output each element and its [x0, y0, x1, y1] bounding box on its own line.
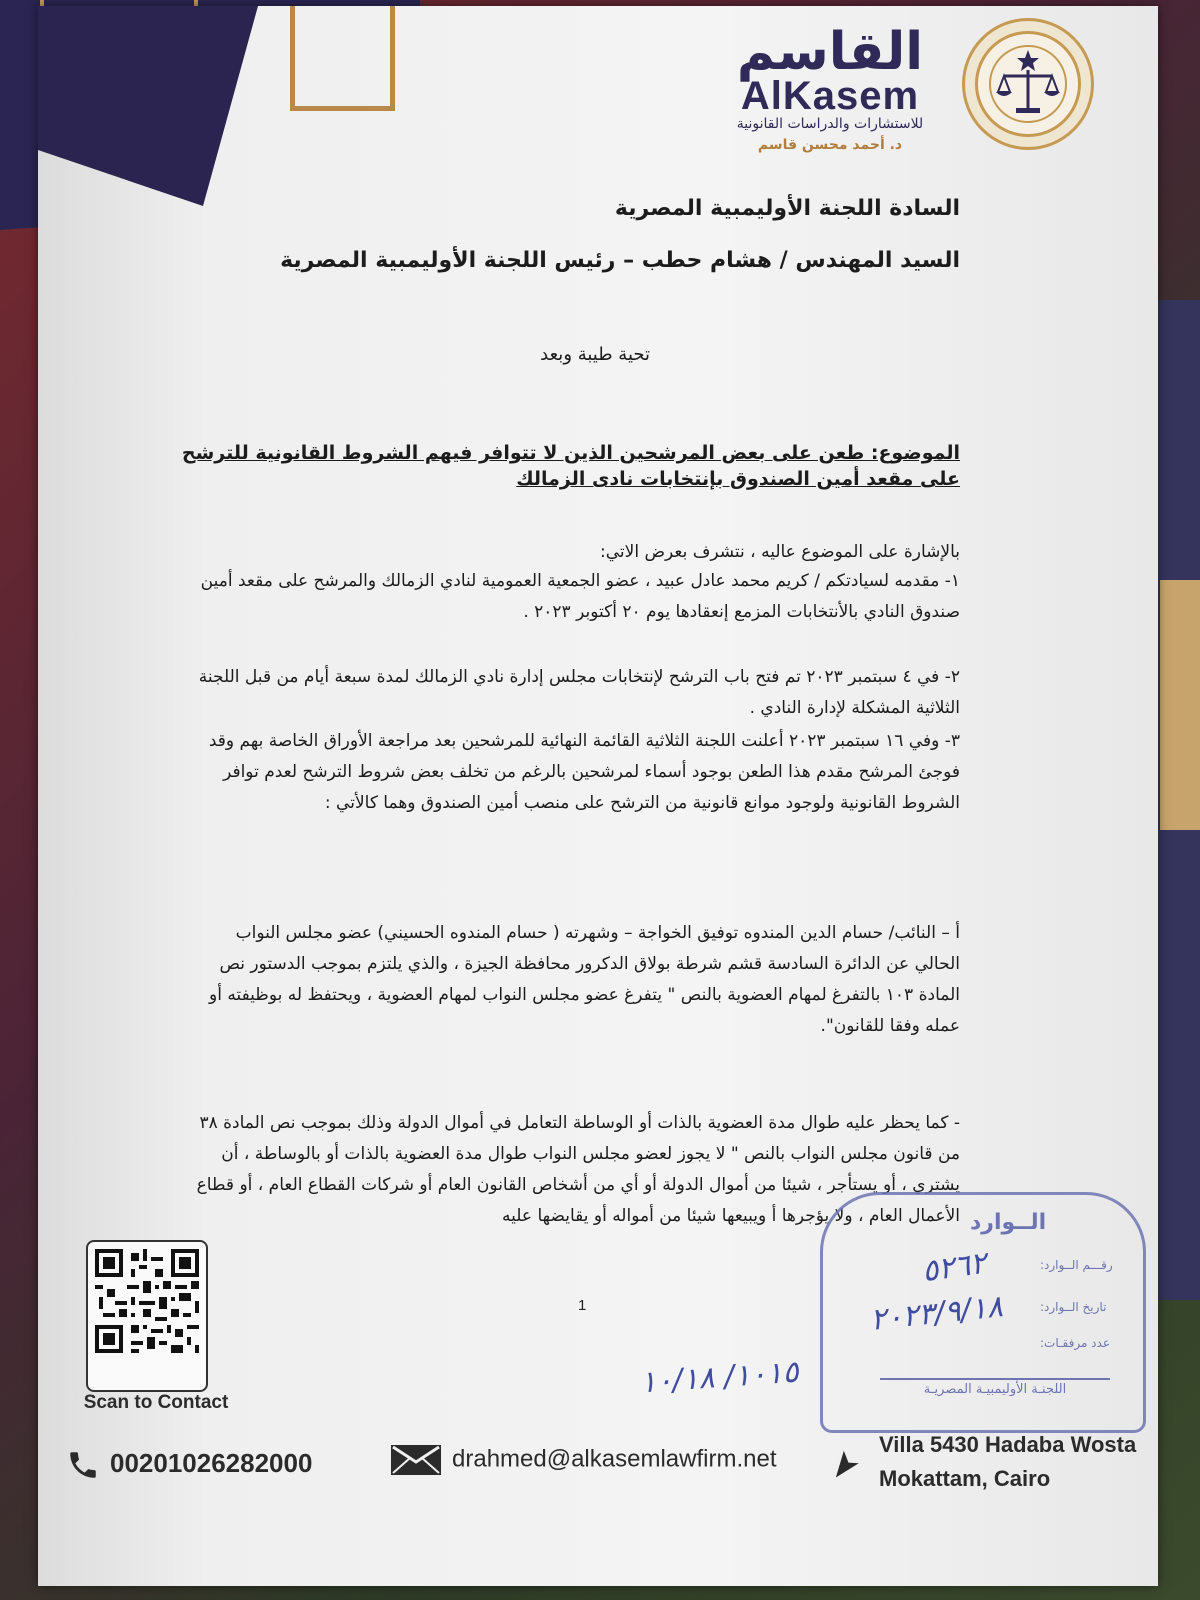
background-tan-edge [1160, 580, 1200, 830]
address-line-2: Mokattam, Cairo [879, 1466, 1051, 1491]
qr-code-icon [95, 1249, 199, 1353]
handwritten-number: ٥٢٦٢ [919, 1245, 989, 1290]
qr-code[interactable] [86, 1240, 208, 1392]
letter-subject: الموضوع: طعن على بعض المرشحين الذين لا تتوافر فيهم الشروط القانونية للترشح على مقعد أمين الصندوق بإنتخابات نادى الزمالك [181, 442, 960, 490]
paragraph-b: - كما يحظر عليه طوال مدة العضوية بالذات أو الوساطة التعامل في أموال الدولة وذلك بموجب نص المادة ٣٨ من قانون مجلس النواب بالنص " لا يجوز لعضو مجلس النواب طوال مدة العضوية بالذات أو بالوساطة ، أن يشتري ، أو يستأجر ، شيئا من أموال الدولة أو أي من أشخاص القانون العام أو شركات القطاع العام ، أو قطاع الأعمال العام ، ولا يؤجرها أ ويبيعها شيئا من أمواله أو يقايضها عليه [196, 1113, 960, 1226]
mail-icon [390, 1444, 442, 1476]
phone-number: 00201026282000 [110, 1448, 313, 1478]
greeting: تحية طيبة وبعد [540, 344, 650, 365]
page-number: 1 [578, 1297, 587, 1314]
stamp-footer: اللجنـة الأوليمبيـة المصريـة [880, 1378, 1110, 1397]
stamp-field-date: تاريخ الــوارد: [1040, 1300, 1107, 1314]
handwritten-signature: ١٠١٥/ ١٠/١٨ [638, 1354, 800, 1401]
qr-label: Scan to Contact [83, 1392, 229, 1413]
letterhead-gold-frame [290, 6, 395, 111]
brand-arabic: القاسم [736, 22, 924, 82]
footer-address [835, 1428, 1136, 1496]
paragraph-1: ١- مقدمه لسيادتكم / كريم محمد عادل عبيد ، عضو الجمعية العمومية لنادي الزمالك والمرشح على مقعد أمين صندوق النادي بالأنتخابات المزمع إنعقادها يوم ٢٠ أكتوبر ٢٠٢٣ . [200, 571, 960, 622]
handwritten-date: ٢٠٢٣/٩/١٨ [868, 1289, 1005, 1338]
brand-subtitle: للاستشارات والدراسات القانونية [736, 116, 924, 132]
paragraph-2: ٢- في ٤ سبتمبر ٢٠٢٣ تم فتح باب الترشح لإنتخابات مجلس إدارة نادي الزمالك لمدة سبعة أيام من قبل اللجنة الثلاثية المشكلة لإدارة النادي . [198, 667, 960, 718]
email-address: drahmed@alkasemlawfirm.net [452, 1445, 777, 1473]
stamp-field-attachments: عدد مرفقـات: [1040, 1336, 1110, 1350]
address-line-1: Villa 5430 Hadaba Wosta [879, 1432, 1137, 1457]
scales-of-justice-icon [988, 44, 1068, 124]
paragraph-3: ٣- وفي ١٦ سبتمبر ٢٠٢٣ أعلنت اللجنة الثلاثية القائمة النهائية للمرشحين بعد مراجعة الأوراق الخاصة بهم وقد فوجئ المرشح مقدم هذا الطعن بوجود أسماء لمرشحين بالرغم من تخلف بعض شروط الترشح لعدم توافر الشروط القانونية ولوجود موانع قانونية من الترشح على منصب أمين الصندوق وهما كالأتي : [208, 731, 960, 813]
brand-english: AlKasem [740, 74, 920, 118]
stamp-field-number: رقـــم الــوارد: [1040, 1258, 1113, 1272]
footer-email[interactable] [390, 1444, 776, 1476]
intro-paragraph: بالإشارة على الموضوع عاليه ، نتشرف بعرض الاتي: [600, 542, 960, 562]
law-firm-seal-logo [962, 18, 1094, 150]
footer-phone[interactable] [66, 1448, 312, 1482]
phone-icon [66, 1448, 100, 1482]
stamp-title: الــوارد [970, 1210, 1047, 1235]
addressee-line-2: السيد المهندس / هشام حطب – رئيس اللجنة الأوليمبية المصرية [280, 248, 960, 273]
brand-person: د. أحمد محسن قاسم [757, 137, 903, 153]
addressee-line-1: السادة اللجنة الأوليمبية المصرية [614, 196, 960, 221]
paragraph-a: أ – النائب/ حسام الدين المندوه توفيق الخواجة – وشهرته ( حسام المندوه الحسيني) عضو مجلس النواب الحالي عن الدائرة السادسة قشم شرطة بولاق الدكرور محافظة الجيزة ، والذي يلتزم بموجب الدستور نص المادة ١٠٣ بالتفرغ لمهام العضوية بالنص " يتفرغ عضو مجلس النواب لمهام العضوية ، ويحتفظ له بوظيفته أو عمله وفقا للقانون". [208, 923, 960, 1036]
location-arrow-icon [831, 1448, 861, 1478]
letterhead-brand [720, 22, 940, 156]
